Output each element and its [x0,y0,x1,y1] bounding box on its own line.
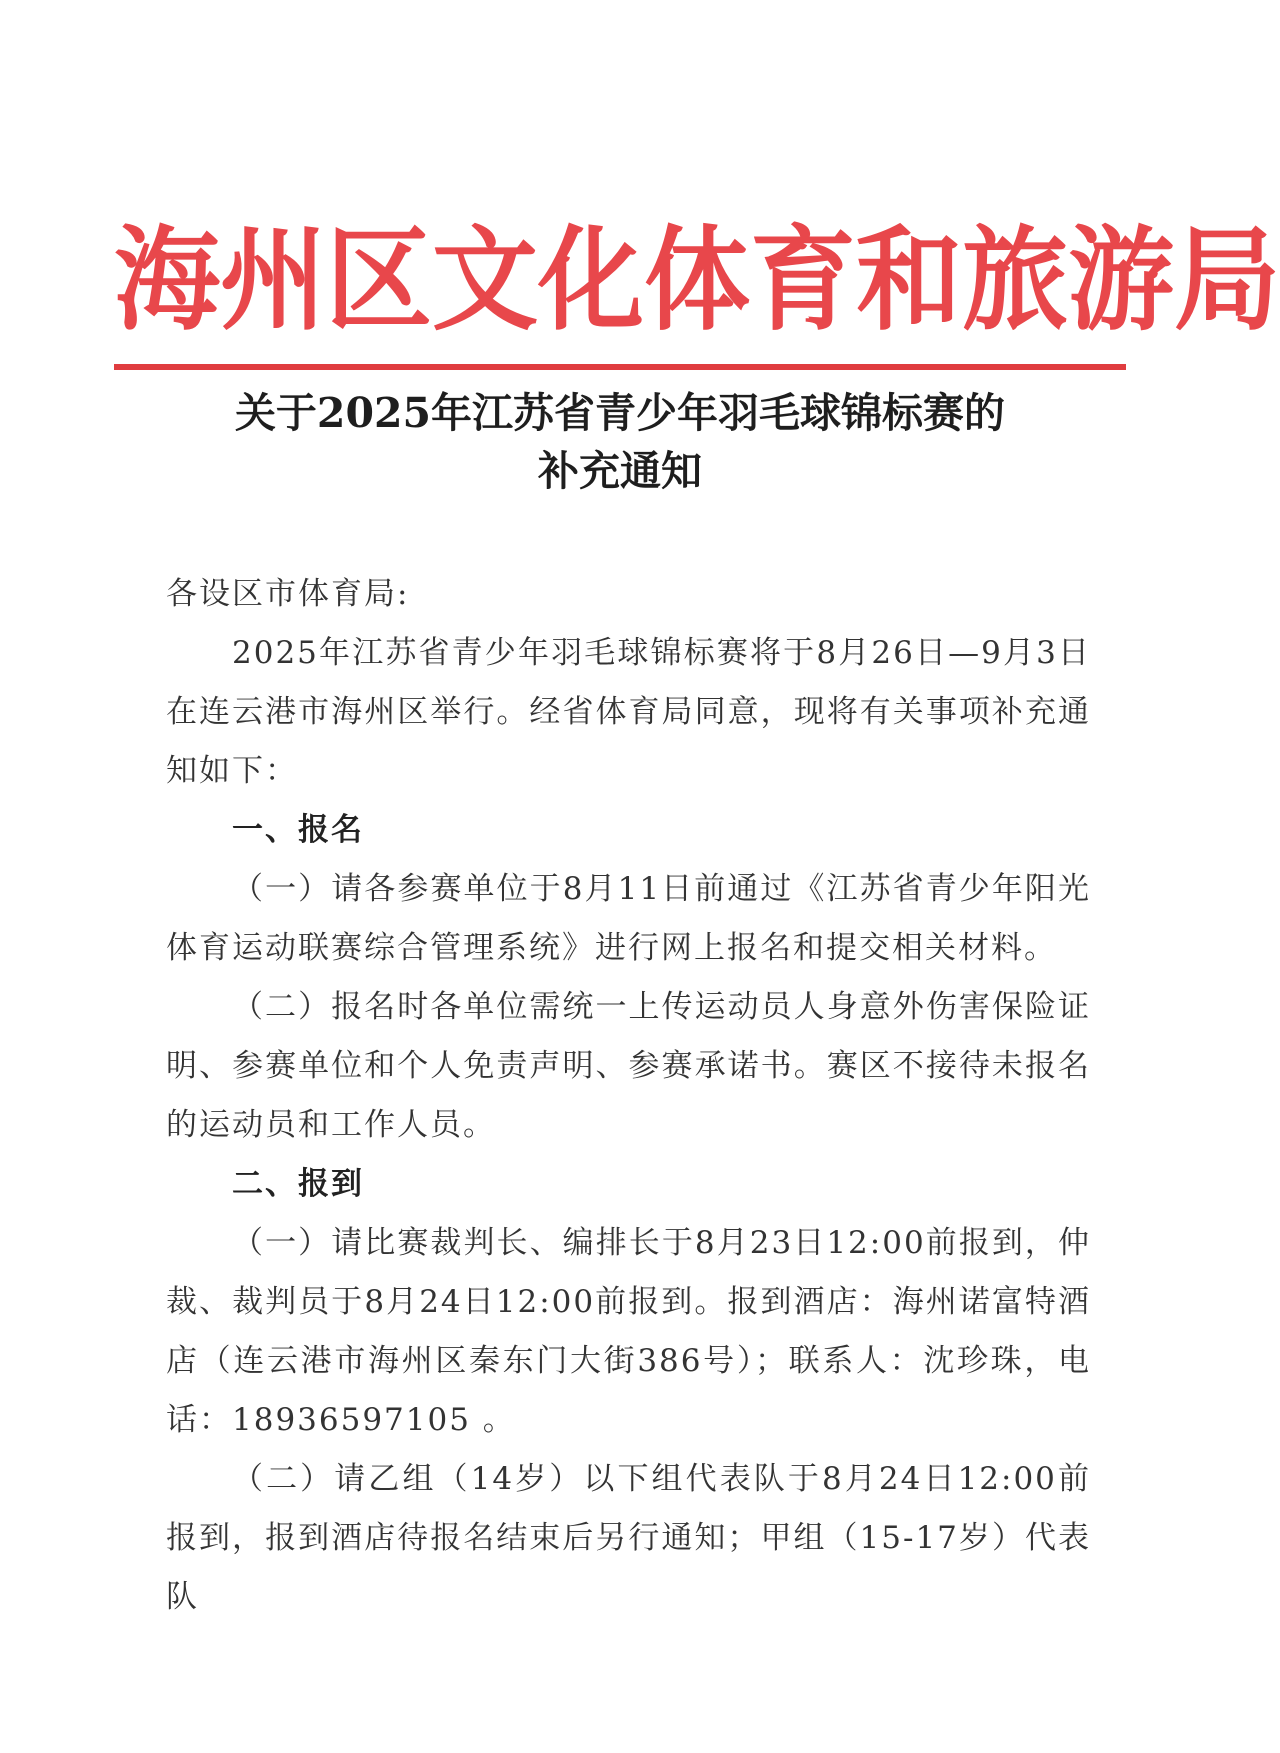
section-heading-check-in: 二、报到 [232,1166,364,1202]
title-line-1: 关于2025年江苏省青少年羽毛球锦标赛的 [234,389,1006,437]
letterhead-char: 育 [750,215,856,346]
intro-paragraph: 2025年江苏省青少年羽毛球锦标赛将于8月26日—9月3日在连云港市海州区举行。经省体育局同意，现将有关事项补充通知如下： [166,635,1091,789]
registration-item-2: （二）报名时各单位需统一上传运动员人身意外伤害保险证明、参赛单位和个人免责声明、参赛承诺书。赛区不接待未报名的运动员和工作人员。 [166,989,1091,1143]
organization-letterhead [114,206,1280,356]
check-in-item-2: （二）请乙组（14岁）以下组代表队于8月24日12:00前报到，报到酒店待报名结束后另行通知；甲组（15-17岁）代表队 [166,1461,1091,1615]
letterhead-char: 文 [432,215,538,346]
check-in-item-1: （一）请比赛裁判长、编排长于8月23日12:00前报到，仲裁、裁判员于8月24日12:00前报到。报到酒店：海州诺富特酒店（连云港市海州区秦东门大街386号）；联系人：沈珍珠，电话：18936597105 。 [166,1225,1091,1438]
letterhead-char: 海 [114,215,220,346]
registration-item-1: （一）请各参赛单位于8月11日前通过《江苏省青少年阳光体育运动联赛综合管理系统》进行网上报名和提交相关材料。 [166,871,1091,966]
letterhead-char: 州 [220,215,326,346]
document-body [166,565,1091,1627]
letterhead-char: 游 [1068,215,1174,346]
document-title [120,384,1120,500]
title-line-2: 补充通知 [538,447,702,495]
letterhead-char: 旅 [962,215,1068,346]
section-heading-registration: 一、报名 [232,812,364,848]
letterhead-char: 区 [326,215,432,346]
letterhead-char: 体 [644,215,750,346]
letterhead-divider [114,364,1126,370]
letterhead-char: 和 [856,215,962,346]
salutation: 各设区市体育局: [166,576,410,612]
letterhead-char: 化 [538,215,644,346]
letterhead-char: 局 [1174,215,1280,346]
